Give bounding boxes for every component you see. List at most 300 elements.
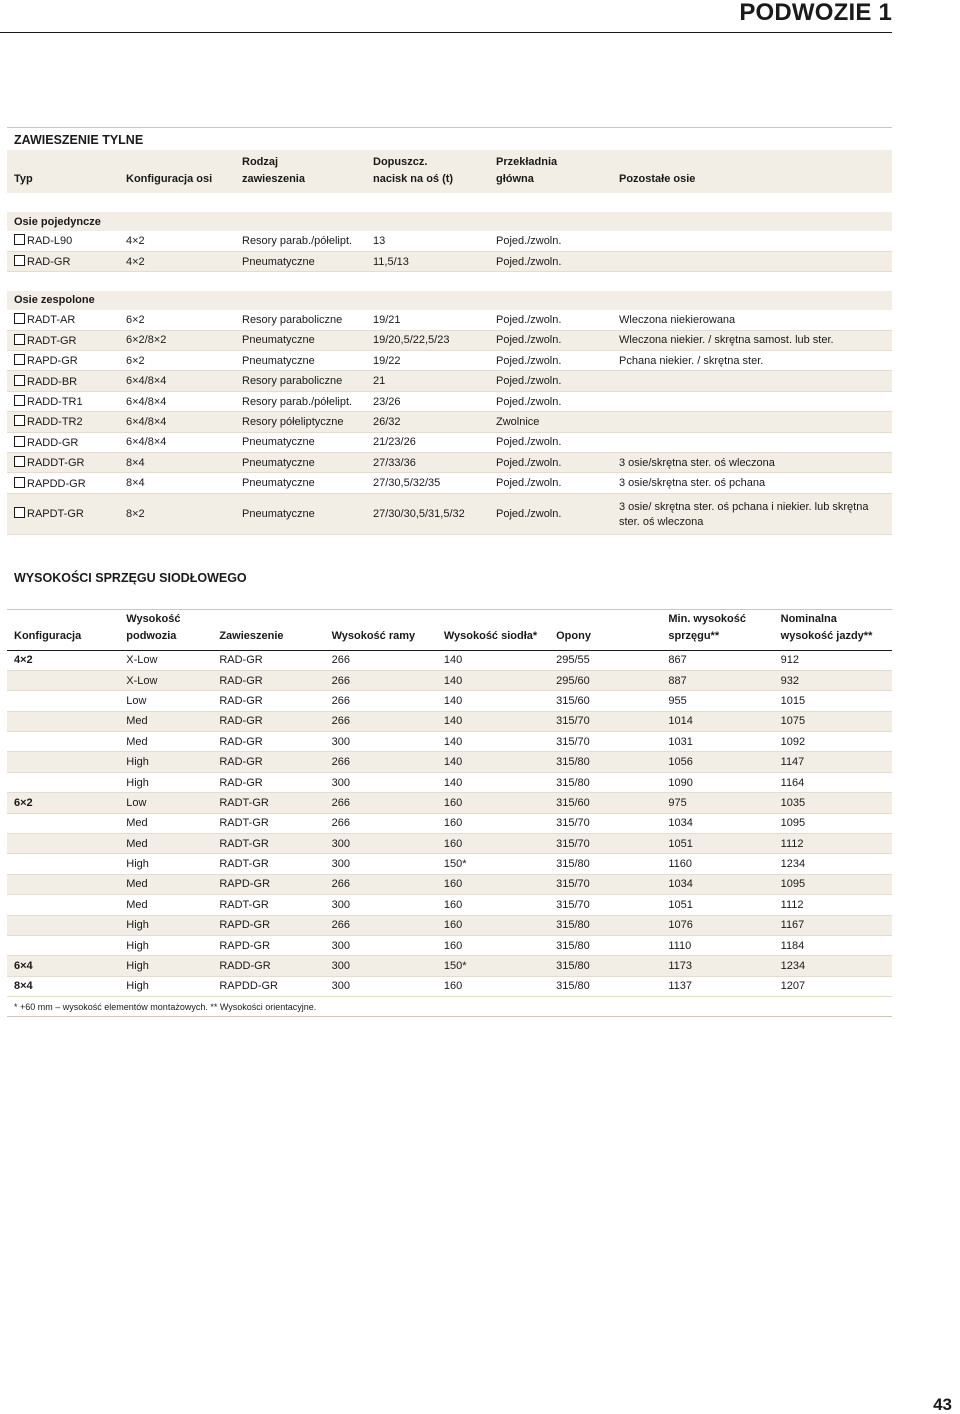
column-header xyxy=(7,150,119,193)
cell-susp: Pneumatyczne xyxy=(235,493,366,534)
cell-gear: Pojed./zwoln. xyxy=(489,310,612,330)
checkbox[interactable] xyxy=(14,334,25,345)
cell-susp: Pneumatyczne xyxy=(235,473,366,493)
column-header-line-1: Min. wysokość xyxy=(668,612,747,625)
table-row xyxy=(7,772,892,792)
table-row xyxy=(7,231,892,251)
cell-frame: 266 xyxy=(325,874,437,894)
column-header-line-2: podwozia xyxy=(126,629,177,642)
cell-saddle: 140 xyxy=(437,650,549,670)
cell-saddle: 140 xyxy=(437,752,549,772)
cell-type xyxy=(7,330,119,350)
cell-config: 6×4/8×4 xyxy=(119,432,235,452)
cell-saddle: 160 xyxy=(437,915,549,935)
table-row xyxy=(7,432,892,452)
cell-tyres: 315/70 xyxy=(549,813,661,833)
table-row xyxy=(7,976,892,996)
cell-susp: Pneumatyczne xyxy=(235,251,366,271)
column-header-line-1: Przekładnia xyxy=(496,156,558,168)
cell-susp: RAD-GR xyxy=(212,772,324,792)
cell-config xyxy=(7,752,119,772)
cell-min: 867 xyxy=(661,650,773,670)
table-row xyxy=(7,711,892,731)
cell-min: 1034 xyxy=(661,874,773,894)
rear-suspension-title: ZAWIESZENIE TYLNE xyxy=(14,133,144,147)
cell-chassis: Low xyxy=(119,691,212,711)
cell-config xyxy=(7,874,119,894)
cell-susp: RAPD-GR xyxy=(212,915,324,935)
cell-tyres: 315/60 xyxy=(549,793,661,813)
checkbox[interactable] xyxy=(14,375,25,386)
column-header-line-2: Zawieszenie xyxy=(219,629,284,642)
checkbox[interactable] xyxy=(14,395,25,406)
cell-config: 6×4/8×4 xyxy=(119,371,235,391)
cell-chassis: Med xyxy=(119,834,212,854)
column-header-line-1: Rodzaj xyxy=(242,156,279,168)
table-row xyxy=(7,935,892,955)
column-header xyxy=(489,150,612,193)
cell-type xyxy=(7,412,119,432)
cell-saddle: 160 xyxy=(437,834,549,854)
column-header-line-2: Wysokość siodła* xyxy=(443,629,538,642)
checkbox[interactable] xyxy=(14,507,25,518)
checkbox[interactable] xyxy=(14,456,25,467)
cell-type xyxy=(7,473,119,493)
cell-frame: 300 xyxy=(325,895,437,915)
column-header-line-2: sprzęgu** xyxy=(668,629,720,642)
type-label: RADDT-GR xyxy=(27,457,85,470)
column-header xyxy=(549,610,661,650)
cell-tyres: 315/80 xyxy=(549,752,661,772)
cell-config: 6×2/8×2 xyxy=(119,330,235,350)
column-header-line-1: Dopuszcz. xyxy=(373,156,428,168)
table-row xyxy=(7,391,892,411)
cell-chassis: X-Low xyxy=(119,650,212,670)
cell-load: 21/23/26 xyxy=(366,432,489,452)
cell-frame: 300 xyxy=(325,732,437,752)
column-header-line-2: zawieszenia xyxy=(242,173,305,185)
column-header xyxy=(366,150,489,193)
cell-frame: 300 xyxy=(325,976,437,996)
cell-other: 3 osie/skrętna ster. oś pchana xyxy=(612,473,892,493)
type-label: RADD-TR1 xyxy=(27,396,83,409)
column-header xyxy=(774,610,892,650)
cell-gear: Pojed./zwoln. xyxy=(489,391,612,411)
table-row xyxy=(7,473,892,493)
cell-load: 19/20,5/22,5/23 xyxy=(366,330,489,350)
type-label: RADT-GR xyxy=(27,334,77,347)
column-header-line-2: Konfiguracja xyxy=(14,629,82,642)
cell-chassis: High xyxy=(119,956,212,976)
cell-load: 19/22 xyxy=(366,351,489,371)
table-row xyxy=(7,493,892,534)
cell-load: 27/30/30,5/31,5/32 xyxy=(366,493,489,534)
column-header-line-2: Wysokość ramy xyxy=(331,629,416,642)
cell-frame: 266 xyxy=(325,915,437,935)
cell-min: 975 xyxy=(661,793,773,813)
footnote: * +60 mm – wysokość elementów montażowych. ** Wysokości orientacyjne. xyxy=(7,997,892,1017)
cell-config: 6×4/8×4 xyxy=(119,391,235,411)
cell-config xyxy=(7,711,119,731)
column-header xyxy=(612,150,892,193)
cell-frame: 300 xyxy=(325,935,437,955)
cell-susp: Pneumatyczne xyxy=(235,432,366,452)
cell-nom: 1075 xyxy=(774,711,892,731)
cell-other: 3 osie/skrętna ster. oś wleczona xyxy=(612,453,892,473)
cell-nom: 1164 xyxy=(774,772,892,792)
cell-config xyxy=(7,895,119,915)
cell-config: 8×4 xyxy=(7,976,119,996)
cell-frame: 266 xyxy=(325,691,437,711)
table-row xyxy=(7,650,892,670)
type-label: RAPDT-GR xyxy=(27,508,84,521)
table-row xyxy=(7,895,892,915)
table-row xyxy=(7,310,892,330)
cell-tyres: 315/80 xyxy=(549,956,661,976)
cell-config: 8×4 xyxy=(119,473,235,493)
cell-tyres: 315/70 xyxy=(549,711,661,731)
cell-saddle: 140 xyxy=(437,670,549,690)
cell-susp: Resory parab./półelipt. xyxy=(235,391,366,411)
cell-tyres: 295/60 xyxy=(549,670,661,690)
cell-nom: 1092 xyxy=(774,732,892,752)
rear-suspension-section xyxy=(7,127,892,535)
cell-type xyxy=(7,493,119,534)
checkbox[interactable] xyxy=(14,313,25,324)
cell-frame: 266 xyxy=(325,813,437,833)
column-header xyxy=(7,610,119,650)
page-number: 43 xyxy=(933,1395,952,1414)
cell-susp: RADT-GR xyxy=(212,813,324,833)
cell-gear: Pojed./zwoln. xyxy=(489,432,612,452)
cell-tyres: 315/80 xyxy=(549,915,661,935)
cell-frame: 300 xyxy=(325,854,437,874)
coupling-heights-section xyxy=(7,568,892,1017)
cell-susp: RAD-GR xyxy=(212,711,324,731)
column-header-line-2: Typ xyxy=(14,173,33,185)
type-label: RADT-AR xyxy=(27,314,76,327)
cell-load: 27/33/36 xyxy=(366,453,489,473)
cell-chassis: High xyxy=(119,935,212,955)
cell-saddle: 140 xyxy=(437,732,549,752)
table-row xyxy=(7,670,892,690)
column-header-line-2: wysokość jazdy** xyxy=(780,629,873,642)
coupling-heights-table xyxy=(7,610,892,997)
page-title: PODWOZIE 1 xyxy=(739,0,892,26)
cell-load: 27/30,5/32/35 xyxy=(366,473,489,493)
cell-frame: 300 xyxy=(325,834,437,854)
cell-susp: Pneumatyczne xyxy=(235,330,366,350)
cell-gear: Pojed./zwoln. xyxy=(489,351,612,371)
type-label: RAD-L90 xyxy=(27,235,73,248)
cell-saddle: 160 xyxy=(437,793,549,813)
cell-gear: Pojed./zwoln. xyxy=(489,330,612,350)
cell-config xyxy=(7,915,119,935)
cell-other xyxy=(612,412,892,432)
column-header xyxy=(325,610,437,650)
column-header xyxy=(212,610,324,650)
type-label: RADD-GR xyxy=(27,436,79,449)
cell-config: 8×4 xyxy=(119,453,235,473)
column-header-line-1 xyxy=(14,612,119,628)
coupling-heights-title: WYSOKOŚCI SPRZĘGU SIODŁOWEGO xyxy=(14,571,247,585)
table-row xyxy=(7,874,892,894)
type-label: RAPD-GR xyxy=(27,355,78,368)
group-label-row xyxy=(7,291,892,310)
cell-min: 1090 xyxy=(661,772,773,792)
cell-tyres: 315/80 xyxy=(549,772,661,792)
cell-nom: 932 xyxy=(774,670,892,690)
cell-saddle: 160 xyxy=(437,874,549,894)
cell-frame: 266 xyxy=(325,711,437,731)
cell-chassis: High xyxy=(119,915,212,935)
type-label: RADD-BR xyxy=(27,375,78,388)
column-header-line-2: Opony xyxy=(556,629,591,642)
cell-other: 3 osie/ skrętna ster. oś pchana i niekier. lub skrętna ster. oś wleczona xyxy=(612,493,892,534)
cell-other: Wleczona niekierowana xyxy=(612,310,892,330)
cell-chassis: High xyxy=(119,976,212,996)
cell-susp: Resory paraboliczne xyxy=(235,310,366,330)
cell-saddle: 160 xyxy=(437,976,549,996)
cell-min: 1160 xyxy=(661,854,773,874)
checkbox[interactable] xyxy=(14,255,25,266)
cell-other xyxy=(612,391,892,411)
cell-chassis: Med xyxy=(119,895,212,915)
cell-tyres: 315/70 xyxy=(549,732,661,752)
cell-gear: Poj​ed./zwoln. xyxy=(489,231,612,251)
cell-min: 1051 xyxy=(661,834,773,854)
spacer-row xyxy=(7,272,892,291)
cell-config: 6×4/8×4 xyxy=(119,412,235,432)
group-label-row xyxy=(7,212,892,231)
cell-nom: 1095 xyxy=(774,813,892,833)
column-header xyxy=(661,610,773,650)
cell-load: 11,5/13 xyxy=(366,251,489,271)
table-row xyxy=(7,330,892,350)
cell-config xyxy=(7,670,119,690)
cell-config: 6×2 xyxy=(119,351,235,371)
cell-susp: RAPD-GR xyxy=(212,935,324,955)
cell-config xyxy=(7,772,119,792)
cell-load: 23/26 xyxy=(366,391,489,411)
column-header xyxy=(119,610,212,650)
cell-min: 955 xyxy=(661,691,773,711)
cell-susp: RAD-GR xyxy=(212,752,324,772)
table-row xyxy=(7,854,892,874)
cell-config xyxy=(7,813,119,833)
cell-nom: 1207 xyxy=(774,976,892,996)
cell-saddle: 140 xyxy=(437,711,549,731)
cell-susp: RAD-GR xyxy=(212,650,324,670)
cell-susp: RAD-GR xyxy=(212,670,324,690)
cell-chassis: High xyxy=(119,752,212,772)
cell-config: 6×2 xyxy=(7,793,119,813)
cell-load: 21 xyxy=(366,371,489,391)
spacer-row xyxy=(7,193,892,212)
column-header-line-1 xyxy=(126,154,235,171)
cell-config: 4×2 xyxy=(7,650,119,670)
cell-min: 1173 xyxy=(661,956,773,976)
cell-min: 1014 xyxy=(661,711,773,731)
cell-nom: 1167 xyxy=(774,915,892,935)
table-row xyxy=(7,412,892,432)
cell-susp: RADT-GR xyxy=(212,834,324,854)
cell-nom: 1112 xyxy=(774,895,892,915)
rear-suspension-header-row xyxy=(7,150,892,193)
checkbox[interactable] xyxy=(14,436,25,447)
cell-gear: Pojed./zwoln. xyxy=(489,371,612,391)
type-label: RAPDD-GR xyxy=(27,477,86,490)
column-header-line-1 xyxy=(619,154,892,171)
cell-other: Wleczona niekier. / skrętna samost. lub ster. xyxy=(612,330,892,350)
cell-saddle: 150* xyxy=(437,956,549,976)
column-header-line-1 xyxy=(332,612,437,628)
column-header xyxy=(437,610,549,650)
cell-susp: Resory parab./półelipt. xyxy=(235,231,366,251)
cell-other xyxy=(612,231,892,251)
cell-tyres: 295/55 xyxy=(549,650,661,670)
cell-min: 1110 xyxy=(661,935,773,955)
cell-config: 6×2 xyxy=(119,310,235,330)
cell-nom: 1035 xyxy=(774,793,892,813)
column-header xyxy=(235,150,366,193)
cell-saddle: 160 xyxy=(437,813,549,833)
cell-susp: Resory paraboliczne xyxy=(235,371,366,391)
table-row xyxy=(7,351,892,371)
checkbox[interactable] xyxy=(14,415,25,426)
checkbox[interactable] xyxy=(14,477,25,488)
table-row xyxy=(7,251,892,271)
cell-tyres: 315/70 xyxy=(549,895,661,915)
cell-chassis: Med xyxy=(119,711,212,731)
table-row xyxy=(7,813,892,833)
column-header-line-1 xyxy=(556,612,661,628)
cell-susp: RAD-GR xyxy=(212,732,324,752)
cell-susp: Pneumatyczne xyxy=(235,351,366,371)
column-header-line-1 xyxy=(219,612,324,628)
cell-frame: 266 xyxy=(325,670,437,690)
table-row xyxy=(7,453,892,473)
cell-type xyxy=(7,231,119,251)
cell-tyres: 315/70 xyxy=(549,874,661,894)
column-header-line-1: Nominalna xyxy=(780,612,837,625)
cell-nom: 1015 xyxy=(774,691,892,711)
rear-suspension-table xyxy=(7,150,892,535)
cell-saddle: 160 xyxy=(437,895,549,915)
table-row xyxy=(7,752,892,772)
type-label: RAD-GR xyxy=(27,256,71,269)
cell-gear: Pojed./zwoln. xyxy=(489,493,612,534)
cell-frame: 300 xyxy=(325,956,437,976)
cell-config: 6×4 xyxy=(7,956,119,976)
cell-susp: RADT-GR xyxy=(212,793,324,813)
cell-gear: Pojed./zwoln. xyxy=(489,251,612,271)
column-header-line-2: Pozostałe osie xyxy=(619,173,696,185)
cell-susp: RAPDD-GR xyxy=(212,976,324,996)
cell-susp: RADT-GR xyxy=(212,854,324,874)
cell-susp: RAPD-GR xyxy=(212,874,324,894)
checkbox[interactable] xyxy=(14,354,25,365)
cell-gear: Pojed./zwoln. xyxy=(489,453,612,473)
cell-config: 8×2 xyxy=(119,493,235,534)
table-row xyxy=(7,691,892,711)
cell-chassis: Med xyxy=(119,874,212,894)
cell-nom: 1234 xyxy=(774,854,892,874)
cell-type xyxy=(7,310,119,330)
cell-tyres: 315/60 xyxy=(549,691,661,711)
group-label: Osie pojedyncze xyxy=(14,215,101,228)
cell-chassis: High xyxy=(119,772,212,792)
cell-chassis: Low xyxy=(119,793,212,813)
table-row xyxy=(7,732,892,752)
cell-type xyxy=(7,432,119,452)
cell-tyres: 315/80 xyxy=(549,854,661,874)
cell-susp: RADD-GR xyxy=(212,956,324,976)
cell-gear: Zwolnice xyxy=(489,412,612,432)
checkbox[interactable] xyxy=(14,234,25,245)
table-row xyxy=(7,834,892,854)
cell-nom: 1095 xyxy=(774,874,892,894)
cell-min: 1137 xyxy=(661,976,773,996)
type-label: RADD-TR2 xyxy=(27,416,83,429)
group-label: Osie zespolone xyxy=(14,294,95,307)
cell-saddle: 140 xyxy=(437,772,549,792)
column-header-line-1: Wysokość xyxy=(126,612,181,625)
cell-config xyxy=(7,854,119,874)
cell-config: 4×2 xyxy=(119,231,235,251)
cell-config xyxy=(7,732,119,752)
cell-config: 4×2 xyxy=(119,251,235,271)
cell-tyres: 315/80 xyxy=(549,976,661,996)
column-header-line-2: główna xyxy=(496,173,534,185)
cell-type xyxy=(7,391,119,411)
cell-susp: Pneumatyczne xyxy=(235,453,366,473)
cell-tyres: 315/80 xyxy=(549,935,661,955)
cell-load: 13 xyxy=(366,231,489,251)
cell-type xyxy=(7,251,119,271)
cell-config xyxy=(7,834,119,854)
cell-nom: 1184 xyxy=(774,935,892,955)
cell-other xyxy=(612,251,892,271)
cell-other xyxy=(612,371,892,391)
cell-frame: 266 xyxy=(325,650,437,670)
cell-susp: Resory półeliptyczne xyxy=(235,412,366,432)
cell-min: 1076 xyxy=(661,915,773,935)
coupling-heights-header-row xyxy=(7,610,892,650)
cell-other: Pchana niekier. / skrętna ster. xyxy=(612,351,892,371)
cell-min: 1034 xyxy=(661,813,773,833)
cell-load: 26/32 xyxy=(366,412,489,432)
cell-other xyxy=(612,432,892,452)
cell-frame: 266 xyxy=(325,793,437,813)
cell-min: 1031 xyxy=(661,732,773,752)
cell-min: 887 xyxy=(661,670,773,690)
cell-saddle: 160 xyxy=(437,935,549,955)
cell-chassis: Med xyxy=(119,813,212,833)
table-row xyxy=(7,956,892,976)
column-header-line-1 xyxy=(444,612,549,628)
page-header xyxy=(0,0,892,33)
column-header-line-1 xyxy=(14,154,119,171)
table-row xyxy=(7,793,892,813)
cell-nom: 1147 xyxy=(774,752,892,772)
cell-min: 1056 xyxy=(661,752,773,772)
cell-saddle: 150* xyxy=(437,854,549,874)
column-header xyxy=(119,150,235,193)
cell-nom: 912 xyxy=(774,650,892,670)
column-header-line-2: nacisk na oś (t) xyxy=(373,173,454,185)
cell-nom: 1112 xyxy=(774,834,892,854)
